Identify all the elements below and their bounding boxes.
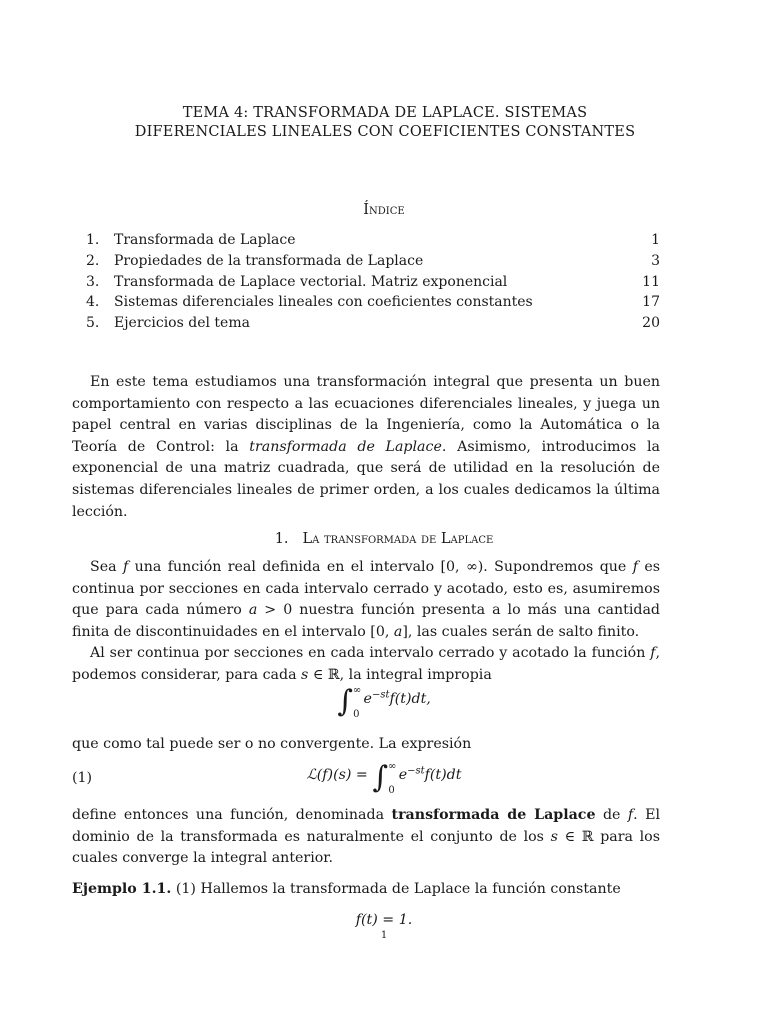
exponent: −st [407,765,425,777]
toc-item-title: Propiedades de la transformada de Laplace [114,252,424,269]
math-var: f [650,645,656,661]
intro-text: . Asimismo, introducimos la exponencial de una matriz cuadrada, que será de utilidad en la resolución de sistemas diferenciales lineales de primer orden, a los cuales dedicamos la última lección. [72,438,661,520]
toc-item[interactable] [86,230,660,251]
math-var: a [248,602,258,619]
example-text: (1) Hallemos la transformada de Laplace la función constante [171,881,621,897]
text: Al ser continua por secciones en cada intervalo cerrado y acotado la función [90,645,651,661]
page-number: 1 [380,930,388,941]
math-var: a [393,623,403,640]
toc-item-number: 1. [86,232,100,248]
equation-laplace [0,760,768,796]
equation-number: (1) [72,770,93,786]
toc-heading: Índice [363,202,405,218]
intro-text: En este tema estudiamos una transformación integral que presenta un buen comportamiento con respecto a las ecuaciones diferenciales lineales, y juega un papel central en varias disciplinas de la Ingeniería, como la Automática o la Teoría de Control: la [72,374,660,455]
text: ], las cuales serán de salto finito. [402,623,640,640]
text: , podemos considerar, para cada [72,645,660,683]
toc-item-title: Transformada de Laplace [114,232,296,248]
toc-item[interactable] [86,272,660,293]
text: una función real definida en el intervalo [0, ∞). Supondremos que [128,559,633,575]
math-var: f [122,559,129,575]
intro-emphasis: transformada de Laplace [249,438,442,455]
example-paragraph [72,879,660,901]
text: define entonces una función, denominada [72,807,392,823]
toc-item-page: 11 [642,273,660,290]
exponent: −st [371,689,390,701]
equation-lhs: ℒ(f)(s) = [306,767,373,783]
toc-item-number: 5. [86,315,100,332]
section-heading [0,531,768,547]
text: Sea [90,559,123,575]
section-title: La transformada de Laplace [302,531,494,547]
math-var: f [627,807,634,823]
toc-item-number: 2. [86,252,100,269]
bold-term: transformada de Laplace [391,807,596,823]
toc-item-page: 1 [651,232,660,248]
integrand-rest: f(t)dt [424,767,462,783]
integral-lower-limit: 0 [388,785,395,796]
toc-item-page: 3 [651,252,660,269]
integrand: e [398,767,408,783]
math-var: s [550,828,558,845]
integral-upper-limit: ∞ [352,685,362,696]
text: > 0 nuestra función presenta a lo más una cantidad finita de discontinuidades en el intervalo [0, [72,602,660,640]
document-title [72,104,698,142]
title-line-1: TEMA 4: TRANSFORMADA DE LAPLACE. SISTEMAS [182,105,588,121]
toc-item[interactable] [86,251,660,272]
example-formula: f(t) = 1. [355,912,413,928]
example-label: Ejemplo 1.1. [72,881,172,897]
toc-item-title: Sistemas diferenciales lineales con coeficientes constantes [114,294,533,311]
integral-sign: ∫ [372,760,388,795]
paragraph-definition [72,557,660,643]
toc-item[interactable] [86,313,660,334]
toc-item-number: 3. [86,273,100,290]
math-var: s [301,666,309,683]
paragraph-expression: que como tal puede ser o no convergente. La expresión [72,736,472,752]
toc-item-number: 4. [86,294,100,311]
integrand-rest: f(t)dt, [389,691,431,707]
paragraph-improper-integral [72,643,660,686]
text: ∈ ℝ para los cuales converge la integral anterior. [72,828,660,867]
toc-item-title: Transformada de Laplace vectorial. Matriz exponencial [114,273,508,290]
table-of-contents [86,230,660,334]
intro-paragraph [72,372,660,523]
integral-lower-limit: 0 [353,709,360,720]
text: ∈ ℝ, la integral impropia [308,666,492,683]
display-integral [0,684,768,720]
math-var: f [632,559,638,575]
toc-item-page: 17 [642,294,660,311]
section-number: 1. [274,531,289,547]
text: es continua por secciones en cada intervalo cerrado y acotado, esto es, asumiremos que para cada número [72,559,660,619]
integrand: e [363,691,372,707]
toc-item-title: Ejercicios del tema [114,315,250,332]
toc-item[interactable] [86,292,660,313]
paragraph-laplace-definition [72,805,660,870]
integral-sign: ∫ [337,684,353,719]
title-line-2: DIFERENCIALES LINEALES CON COEFICIENTES CONSTANTES [134,124,636,140]
toc-item-page: 20 [642,315,660,332]
integral-upper-limit: ∞ [387,761,397,772]
text: . El dominio de la transformada es naturalmente el conjunto de los [72,807,661,845]
text: de [595,807,628,823]
